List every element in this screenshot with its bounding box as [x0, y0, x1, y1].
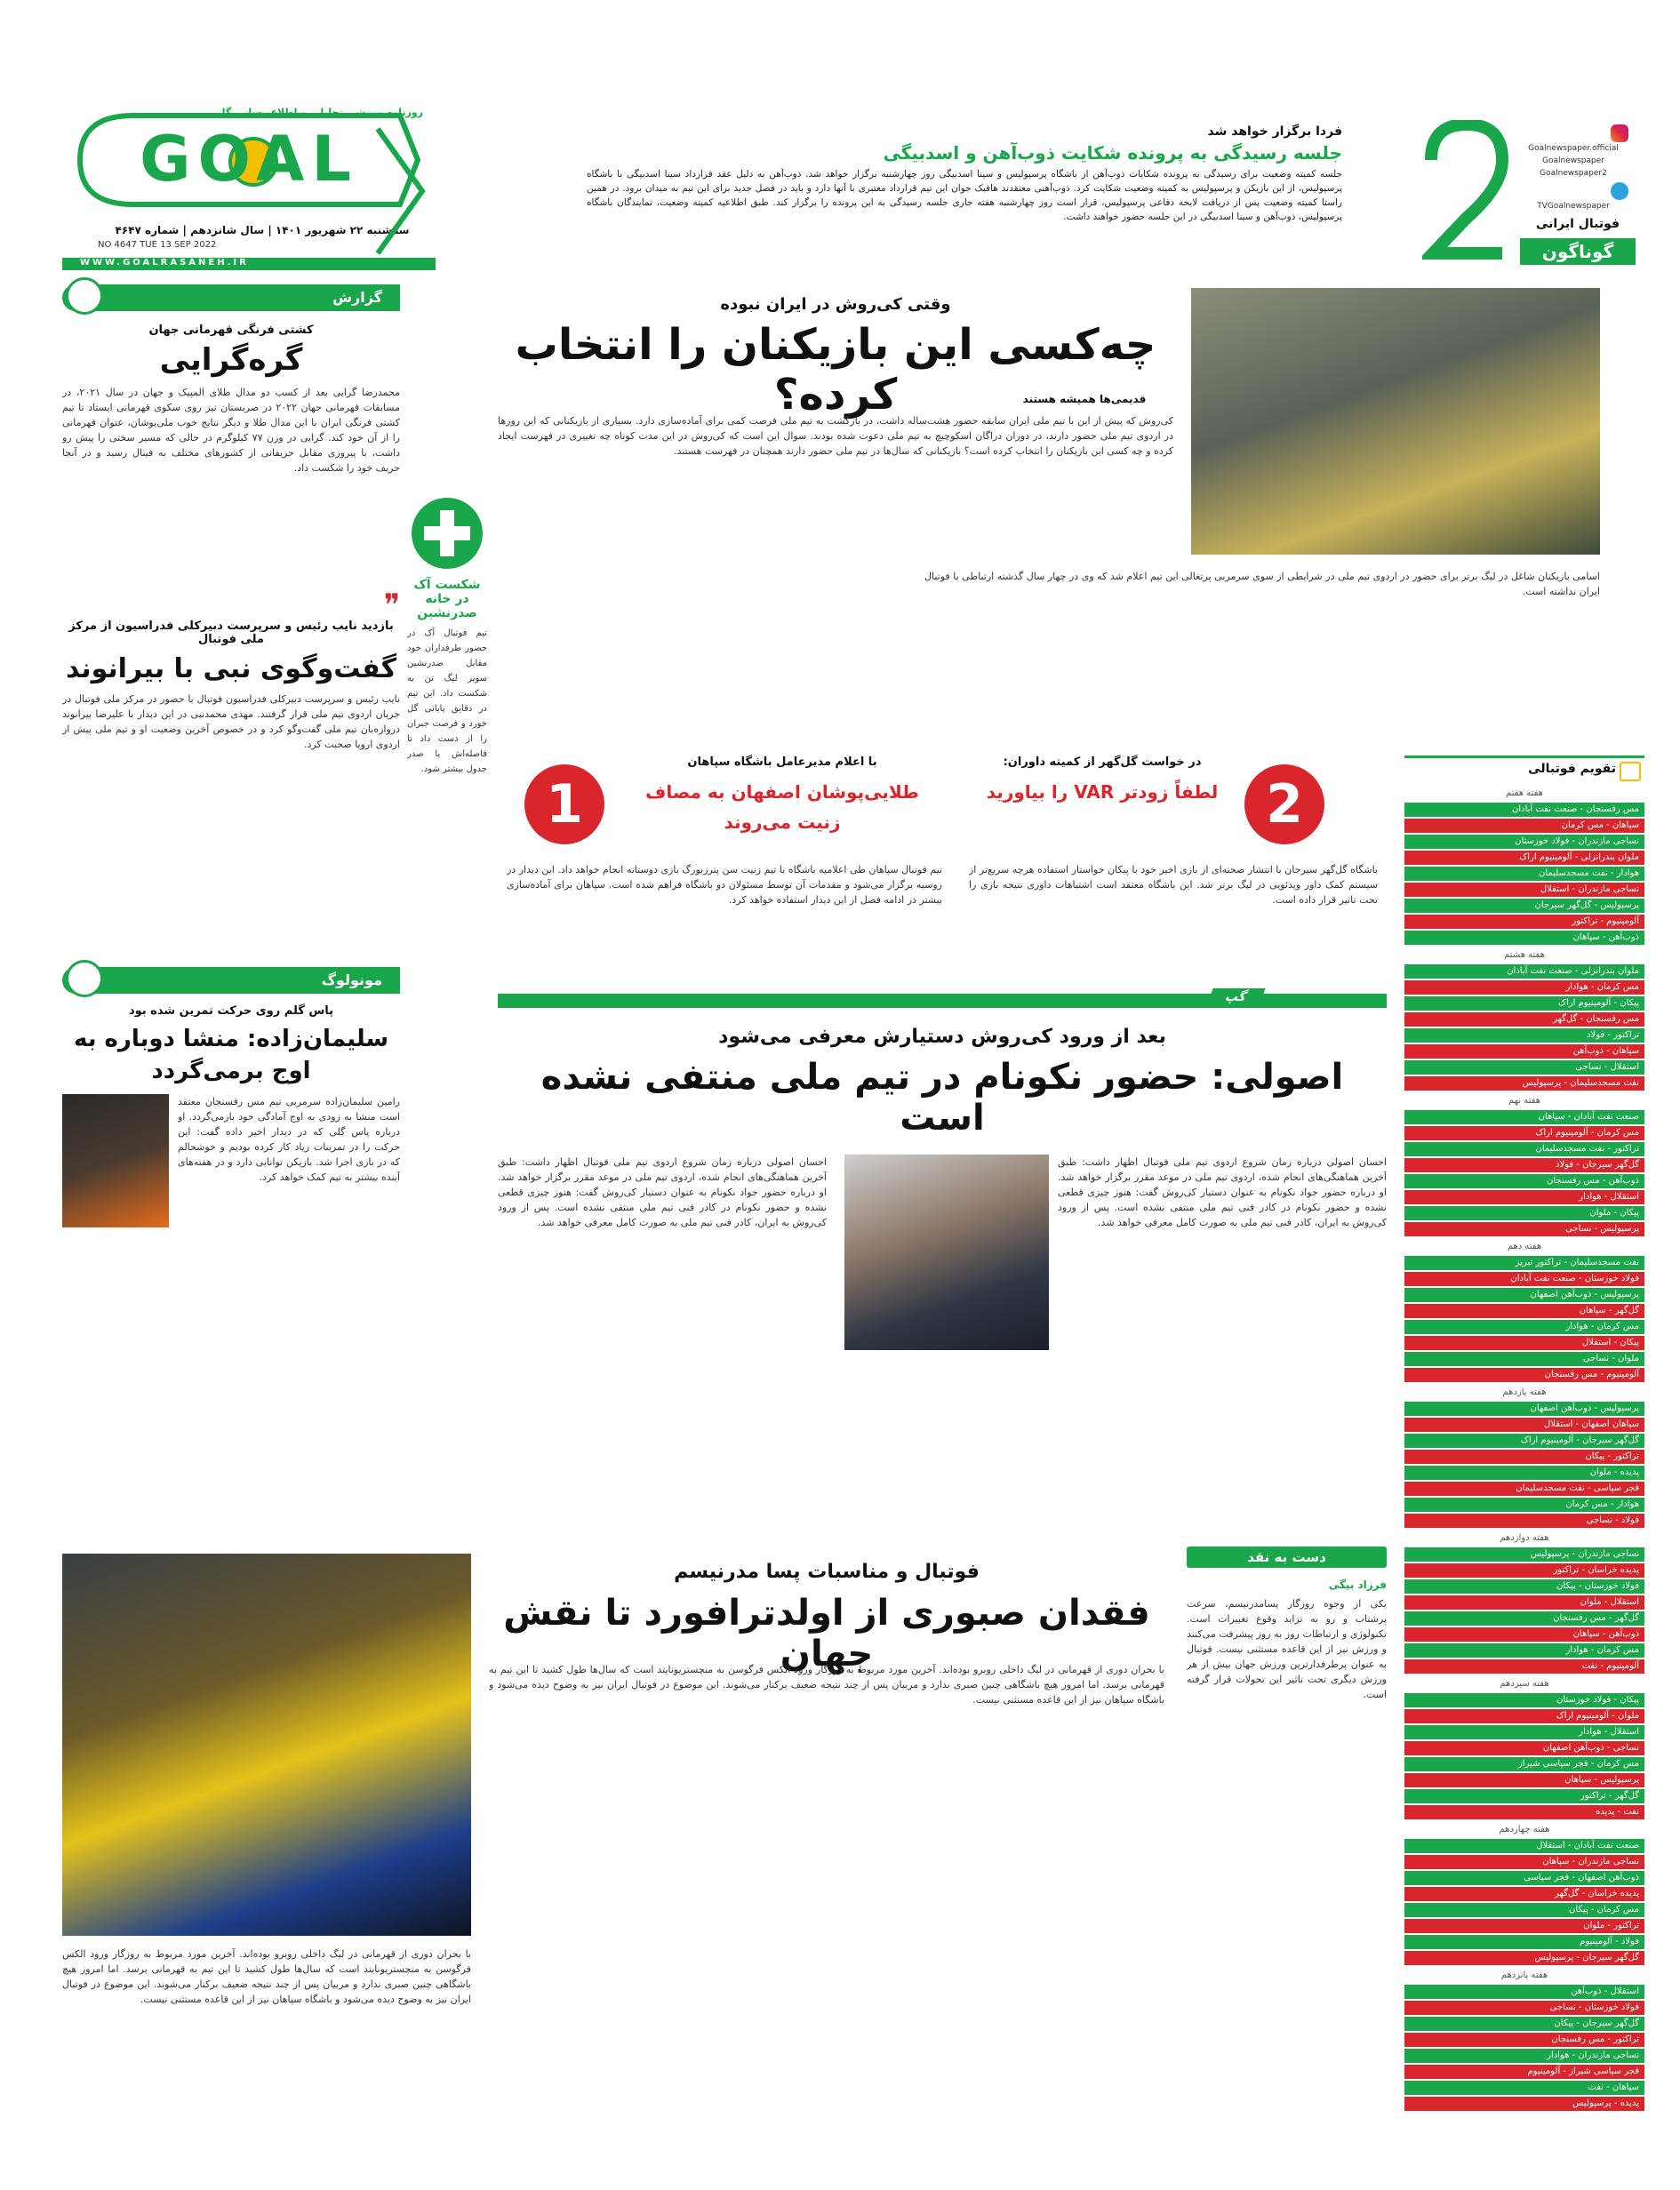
schedule-match: گل‌گهر - سپاهان — [1404, 1304, 1644, 1318]
monologue-label: مونولوگ — [321, 971, 382, 988]
schedule-match: صنعت نفت آبادان - سپاهان — [1404, 1110, 1644, 1124]
schedule-match: تراکتور - مس رفسنجان — [1404, 2033, 1644, 2047]
critique — [1187, 1547, 1387, 2151]
interview-body: نایب رئیس و سرپرست دبیرکلی فدراسیون فوتبال با حضور در مرکز ملی فوتبال در جریان اردوی تیم ملی قرار گرفتند. مهدی محمدنبی در این دیدار با علیرضا بیرانوند دروازه‌بان تیم ملی گفت‌وگو کرد و در خصوص آخرین وضعیت او و تیم ملی پیش از اردوی اروپا صحبت کرد. — [62, 693, 400, 750]
schedule-match: مس کرمان - هوادار — [1404, 980, 1644, 995]
schedule-match: ملوان بندرانزلی - صنعت نفت آبادان — [1404, 964, 1644, 979]
main-caption: اسامی بازیکنان شاغل در لیگ برتر برای حضور در اردوی تیم ملی در شرایطی از سوی سرمربی پرتغالی این تیم اعلام شد که وی در چهار سال گذشته ارتباطی با فوتبال ایران نداشته است. — [924, 571, 1600, 597]
box-right — [960, 747, 1387, 995]
top-news-body: جلسه کمیته وضعیت برای رسیدگی به پرونده شکایات ذوب‌آهن از باشگاه پرسپولیس و سینا اسدبیگی روز چهارشنبه برگزار خواهد شد. ذوب‌آهن به دلیل عقد قرارداد سینا اسدبیگی با باشگاه پرسپولیس، از این بازیکن و پرسپولیس به کمیته وضعیت شکایت کرد. ذوب‌آهنی معتقدند هافبک جوان این تیم قرارداد معتبری با آنها دارد و باید در فصل جدید برای این تیم به میدان برود. در همین راستا کمیته وضعیت پس از دریافت لایحه دفاعی پرسپولیس، قرار است روز چهارشنبه هفته جاری جلسه رسیدگی به این پرونده را برگزار کند. طبق اطلاعیه کمیته وضعیت، نمایندگان باشگاه پرسپولیس، ذوب‌آهن و سینا اسدبیگی در این جلسه حضور خواهند داشت. — [587, 169, 1342, 222]
quote-icon: ❞ — [383, 587, 400, 623]
schedule-week-label: هفته یازدهم — [1502, 1387, 1547, 1397]
schedule-match: مس کرمان - فجر سپاسی شیراز — [1404, 1757, 1644, 1771]
side-ad-body: تیم فوتبال آک در حضور طرفداران خود مقابل صدرنشین سوپر لیگ تن به شکست داد. این تیم در دقایق پایانی گل خورد و فرصت جبران را از دست داد تا فاصله‌اش با صدر جدول بیشتر شود. — [407, 628, 487, 774]
schedule-match: استقلال - هوادار — [1404, 1190, 1644, 1204]
schedule-match: ذوب‌آهن - سپاهان — [1404, 931, 1644, 945]
side-ad-title: شکست آ‌ک در خانه صدرنشین — [413, 578, 481, 620]
social-instagram[interactable]: Goalnewspaper.official — [1528, 144, 1619, 153]
schedule-week-label: هفته پانزدهم — [1500, 1970, 1548, 1980]
schedule-match: سپاهان - ذوب‌آهن — [1404, 1044, 1644, 1059]
schedule-match: فولاد - آلومینیوم — [1404, 1935, 1644, 1949]
bottom-kicker: فوتبال و مناسبات پسا مدرنیسم — [674, 1561, 980, 1583]
search-icon — [66, 277, 103, 315]
schedule-match: تراکتور - پیکان — [1404, 1450, 1644, 1464]
schedule-match: ذوب‌آهن - مس رفسنجان — [1404, 1174, 1644, 1188]
schedule-match: گل‌گهر سیرجان - پیکان — [1404, 2017, 1644, 2031]
bottom-story — [62, 1547, 1173, 2151]
box-left-title: طلایی‌پوشان اصفهان به مصاف زنیت می‌روند — [645, 781, 919, 833]
schedule-week-label: هفته دوازدهم — [1500, 1533, 1549, 1543]
website[interactable]: WWW.GOALRASANEH.IR — [80, 258, 249, 268]
box-right-title: لطفاً زودتر VAR را بیاورید — [986, 781, 1219, 803]
osouli-photo — [844, 1155, 1049, 1350]
schedule-header — [1404, 755, 1644, 783]
schedule-match: پیکان - ملوان — [1404, 1206, 1644, 1220]
soleimanzadeh-photo — [62, 1094, 169, 1227]
schedule-match: پرسپولیس - ذوب‌آهن اصفهان — [1404, 1288, 1644, 1302]
schedule-match: پرسپولیس - نساجی — [1404, 1222, 1644, 1236]
schedule-match: استقلال - ملوان — [1404, 1595, 1644, 1610]
schedule-week-label: هفته دهم — [1507, 1242, 1542, 1251]
schedule-match: پدیده خراسان - گل‌گهر — [1404, 1887, 1644, 1901]
team-training-photo — [1191, 288, 1600, 555]
schedule-match: استقلال - نساجی — [1404, 1060, 1644, 1075]
brand-name: گوناگون — [1520, 238, 1636, 265]
schedule-match: تراکتور - ملوان — [1404, 1919, 1644, 1933]
schedule-match: نفت مسجدسلیمان - پرسپولیس — [1404, 1076, 1644, 1091]
gap-body: احسان اصولی درباره زمان شروع اردوی تیم ملی فوتبال اظهار داشت: طبق آخرین هماهنگی‌های انجام شده، اردوی تیم ملی در موعد مقرر برگزار خواهد شد. او درباره حضور جواد نکونام به عنوان دستیار کی‌روش گفت: هنوز چیزی قطعی نشده و حضور نکونام در کادر فنی تیم ملی منتفی نشده است. پس از ورود کی‌روش به ایران، کادر فنی تیم ملی به صورت کامل معرفی خواهد شد. — [1058, 1156, 1387, 1228]
gap-story — [498, 990, 1387, 1545]
interview-title: گفت‌وگوی نبی با بیرانوند — [65, 653, 397, 684]
schedule-match: هوادار - نفت مسجدسلیمان — [1404, 867, 1644, 881]
monologue-title: سلیمان‌زاده: منشا دوباره به اوج برمی‌گردد — [73, 1026, 389, 1084]
masthead — [0, 0, 1680, 277]
box-left-kicker: با اعلام مدیرعامل باشگاه سپاهان — [687, 755, 877, 769]
plus-icon — [412, 498, 483, 569]
social-handle-1[interactable]: Goalnewspaper — [1542, 156, 1604, 165]
brand-logo-2 — [1422, 120, 1511, 276]
schedule-week-label: هفته هفتم — [1506, 788, 1543, 798]
schedule-match: پرسپولیس - گل‌گهر سیرجان — [1404, 899, 1644, 913]
schedule-match: ذوب‌آهن اصفهان - فجر سپاسی — [1404, 1871, 1644, 1885]
interview-kicker: بازدید نایب رئیس و سرپرست دبیرکلی فدراسیون از مرکز ملی فوتبال — [68, 619, 394, 646]
schedule-match: آلومینیوم - مس رفسنجان — [1404, 1368, 1644, 1382]
top-news-kicker: فردا برگزار خواهد شد — [1207, 124, 1342, 139]
gap-body-col: احسان اصولی درباره زمان شروع اردوی تیم ملی فوتبال اظهار داشت: طبق آخرین هماهنگی‌های انجام شده، اردوی تیم ملی در موعد مقرر برگزار خواهد شد. او درباره حضور جواد نکونام به عنوان دستیار کی‌روش گفت: هنوز چیزی قطعی نشده و حضور نکونام در کادر فنی تیم ملی منتفی نشده است. پس از ورود کی‌روش به ایران، کادر فنی تیم ملی به صورت کامل معرفی خواهد شد. — [498, 1156, 827, 1228]
report-header — [62, 284, 400, 311]
schedule-match: پیکان - آلومینیوم اراک — [1404, 996, 1644, 1011]
gap-label: گپ — [1206, 988, 1265, 1006]
bottom-body-left: با بحران دوری از قهرمانی در لیگ داخلی روبرو بوده‌اند. آخرین مورد مربوط به روزگار ورود الکس فرگوسن به منچستریونایتد است که سال‌ها طول کشید تا این تیم به قهرمانی برسد. اما امروز هیچ باشگاهی چنین صبری ندارد و مربیان پس از چند نتیجه ضعیف برکنار می‌شوند. این موضوع در فوتبال ایران نیز به وضوح دیده می‌شود و باشگاه سپاهان نیز از این قاعده مستثنی نیست. — [62, 1948, 471, 2005]
schedule-title: تقویم فوتبالی — [1528, 762, 1616, 776]
schedule-match: تراکتور - نفت مسجدسلیمان — [1404, 1142, 1644, 1156]
schedule-match: پرسپولیس - ذوب‌آهن اصفهان — [1404, 1402, 1644, 1416]
schedule-match: سپاهان اصفهان - استقلال — [1404, 1418, 1644, 1432]
schedule-match: سپاهان - نفت — [1404, 2081, 1644, 2095]
critique-body: یکی از وجوه روزگار پسامدرنیسم، سرعت پرشتاب و رو به تزاید وقوع تغییرات است. تکنولوژی و ارتباطات روز به روز پیشرفت می‌کنند و ورزش نیز از این قاعده مستثنی نیست. فوتبال به عنوان پرطرفدارترین ورزش جهان بیش از هر ورزش دیگری تحت تاثیر این تحولات قرار گرفته است. — [1187, 1598, 1387, 1700]
schedule-match: پدیده - پرسپولیس — [1404, 2097, 1644, 2111]
bottom-title: فقدان صبوری از اولدترافورد تا نقش جهان — [503, 1593, 1150, 1674]
schedule-match: پیکان - استقلال — [1404, 1336, 1644, 1350]
schedule-match: آلومینیوم - نفت — [1404, 1659, 1644, 1674]
telegram-icon[interactable] — [1611, 182, 1628, 200]
social-handle-2[interactable]: Goalnewspaper2 — [1540, 169, 1607, 178]
report-body: محمدرضا گرایی بعد از کسب دو مدال طلای المپیک و جهان در سال ۲۰۲۱، در مسابقات قهرمانی جهان ۲۰۲۲ در صربستان نیز روی سکوی قهرمانی ایستاد تا تیم کشتی فرنگی ایران با این مدال طلا و دیگر نتایج خوب ملی‌پوشان، عنوان قهرمانی را از آن خود کند. گرایی در وزن ۷۷ کیلوگرم در حالی که مسیر سختی را پیش رو داشت، با پیروزی مقابل حریفانی از کشورهای مختلف به فینال رسید و در آنجا حریف خود را شکست داد. — [62, 387, 400, 474]
schedule-match: گل‌گهر سیرجان - آلومینیوم اراک — [1404, 1434, 1644, 1448]
social-telegram[interactable]: TVGoalnewspaper — [1537, 202, 1610, 211]
number-2-badge: 2 — [1244, 764, 1324, 844]
number-1-badge: 1 — [524, 764, 604, 844]
schedule-match: پرسپولیس - سپاهان — [1404, 1773, 1644, 1787]
instagram-icon[interactable] — [1611, 124, 1628, 142]
monologue-body: رامین سلیمان‌زاده سرمربی تیم مس رفسنجان معتقد است منشا به زودی به اوج آمادگی خود بازمی‌گردد. او درباره پاس گلی که در دیدار اخیر داده گفت: این حرکت را در تمرینات زیاد کار کرده بودیم و خوشحالم که در بازی اجرا شد. بازیکن توانایی دارد و در هفته‌های آینده بیشتر به تیم کمک خواهد کرد. — [178, 1096, 400, 1183]
box-right-kicker: در خواست گل‌گهر از کمیته داوران: — [1003, 755, 1202, 769]
schedule-match: نساجی مازندران - فولاد خوزستان — [1404, 835, 1644, 849]
schedule-match: ذوب‌آهن - سپاهان — [1404, 1627, 1644, 1642]
schedule-match: نساجی مازندران - هوادار — [1404, 2049, 1644, 2063]
schedule-match: فولاد خوزستان - پیکان — [1404, 1579, 1644, 1594]
main-title: چه‌کسی این بازیکنان را انتخاب کرده؟ — [515, 320, 1156, 420]
schedule-match: ملوان بندرانزلی - آلومینیوم اراک — [1404, 851, 1644, 865]
schedule — [1404, 755, 1644, 2169]
top-news — [480, 124, 1369, 267]
schedule-match: سپاهان - مس کرمان — [1404, 819, 1644, 833]
schedule-week-label: هفته هشتم — [1504, 950, 1545, 960]
schedule-match: گل‌گهر - مس رفسنجان — [1404, 1611, 1644, 1626]
website-bar — [62, 258, 436, 270]
schedule-match: پدیده - ملوان — [1404, 1466, 1644, 1480]
date-english: NO 4647 TUE 13 SEP 2022 — [98, 240, 217, 250]
schedule-weeks — [1404, 787, 1644, 2111]
box-left — [498, 747, 951, 995]
schedule-match: فجر سپاسی شیراز - آلومینیوم — [1404, 2065, 1644, 2079]
logo-text: GOAL — [140, 123, 358, 196]
schedule-match: گل‌گهر - تراکتور — [1404, 1789, 1644, 1803]
gap-header — [498, 990, 1387, 1008]
schedule-match: مس کرمان - آلومینیوم اراک — [1404, 1126, 1644, 1140]
report-kicker: کشتی فرنگی قهرمانی جهان — [148, 324, 314, 337]
report-label: گزارش — [332, 289, 382, 306]
schedule-match: استقلال - هوادار — [1404, 1725, 1644, 1739]
schedule-match: ملوان - نساجی — [1404, 1352, 1644, 1366]
left-column — [62, 284, 400, 1458]
schedule-match: ملوان - آلومینیوم اراک — [1404, 1709, 1644, 1723]
schedule-match: مس کرمان - هوادار — [1404, 1643, 1644, 1658]
schedule-match: گل‌گهر سیرجان - پرسپولیس — [1404, 1951, 1644, 1965]
schedule-match: نساجی مازندران - سپاهان — [1404, 1855, 1644, 1869]
schedule-match: فولاد خوزستان - نساجی — [1404, 2001, 1644, 2015]
gap-title: اصولی: حضور نکونام در تیم ملی منتفی نشده است — [540, 1057, 1344, 1139]
schedule-match: آلومینیوم - تراکتور — [1404, 915, 1644, 929]
schedule-match: صنعت نفت آبادان - استقلال — [1404, 1839, 1644, 1853]
top-news-arrow — [373, 124, 427, 258]
gap-kicker: بعد از ورود کی‌روش دستیارش معرفی می‌شود — [718, 1026, 1166, 1048]
critique-author: فرزاد بیگی — [1328, 1579, 1387, 1591]
main-body: کی‌روش که پیش از این با تیم ملی ایران سابقه حضور هشت‌ساله داشت، در بازگشت به تیم ملی فرصت کمی برای آماده‌سازی دارد. بسیاری از بازیکنانی که این روزها در اردوی تیم ملی حضور دارند، در دوران دراگان اسکوچیچ به تیم ملی دعوت شده بودند. سوال این است که کی‌روش در این مدت کوتاه چه تغییری در فهرست ایجاد کرده و چه کسی این بازیکنان را انتخاب کرده است؟ بازیکنانی که سال‌ها در تیم ملی حضور دارند همچنان در فهرست هستند. — [498, 415, 1173, 457]
ear-icon — [66, 960, 103, 997]
schedule-match: فولاد خوزستان - صنعت نفت آبادان — [1404, 1272, 1644, 1286]
box-left-body: تیم فوتبال سپاهان طی اعلامیه باشگاه با تیم زنیت سن پترزبورگ بازی دوستانه انجام خواهد داد. این دیدار در روسیه برگزار می‌شود و مقدمات آن توسط مسئولان دو باشگاه فراهم شده است. سپاهان برای آماده‌سازی بیشتر در ادامه فصل از این دیدار استفاده خواهد کرد. — [507, 864, 942, 906]
schedule-match: مس رفسنجان - گل‌گهر — [1404, 1012, 1644, 1027]
schedule-match: مس کرمان - هوادار — [1404, 1320, 1644, 1334]
sepahan-match-photo — [62, 1554, 471, 1936]
schedule-match: نفت - پدیده — [1404, 1805, 1644, 1819]
schedule-match: نساجی مازندران - استقلال — [1404, 883, 1644, 897]
schedule-match: هوادار - مس کرمان — [1404, 1498, 1644, 1512]
schedule-match: تراکتور - فولاد — [1404, 1028, 1644, 1043]
schedule-match: فجر سپاسی - نفت مسجدسلیمان — [1404, 1482, 1644, 1496]
monologue-kicker: پاس گلم روی حرکت تمرین شده بود — [128, 1004, 334, 1018]
bottom-body: با بحران دوری از قهرمانی در لیگ داخلی روبرو بوده‌اند. آخرین مورد مربوط به روزگار ورود الکس فرگوسن به منچستریونایتد است که سال‌ها طول کشید تا این تیم به قهرمانی برسد. اما امروز هیچ باشگاهی چنین صبری ندارد و مربیان پس از چند نتیجه ضعیف برکنار می‌شوند. این موضوع در فوتبال ایران نیز به وضوح دیده می‌شود و باشگاه سپاهان نیز از این قاعده مستثنی نیست. — [489, 1664, 1164, 1706]
schedule-match: مس رفسنجان - صنعت نفت آبادان — [1404, 803, 1644, 817]
brand-sub: فوتبال ایرانی — [1535, 217, 1620, 231]
tagline: روزنامه ورزشی تحلیلی و اطلاع رسانی گل — [217, 107, 423, 118]
schedule-week-label: هفته نهم — [1508, 1096, 1540, 1106]
calendar-icon — [1620, 762, 1641, 781]
side-ad — [407, 498, 487, 960]
schedule-match: نساجی - ذوب‌آهن اصفهان — [1404, 1741, 1644, 1755]
schedule-match: استقلال - ذوب‌آهن — [1404, 1985, 1644, 1999]
schedule-match: پیکان - فولاد خوزستان — [1404, 1693, 1644, 1707]
monologue-header — [62, 967, 400, 994]
top-news-title: جلسه رسیدگی به پرونده شکایت ذوب‌آهن و اسدبیگی — [883, 142, 1342, 164]
schedule-week-label: هفته سیزدهم — [1500, 1679, 1549, 1689]
main-kicker: وقتی کی‌روش در ایران نبوده — [720, 295, 951, 314]
main-sub: قدیمی‌ها همیشه هستند — [1022, 393, 1147, 405]
main-story — [498, 284, 1653, 747]
schedule-match: پدیده خراسان - تراکتور — [1404, 1563, 1644, 1578]
report-title: گره‌گرایی — [159, 342, 303, 378]
schedule-match: گل‌گهر سیرجان - فولاد — [1404, 1158, 1644, 1172]
date-line: سه‌شنبه ۲۲ شهریور ۱۴۰۱ | سال شانزدهم | شماره ۴۶۴۷ — [115, 224, 410, 236]
schedule-match: مس کرمان - پیکان — [1404, 1903, 1644, 1917]
schedule-match: نفت مسجدسلیمان - تراکتور تبریز — [1404, 1256, 1644, 1270]
box-right-body: باشگاه گل‌گهر سیرجان با انتشار صحنه‌ای از بازی اخیر خود با پیکان خواستار استفاده هرچه سریع‌تر از سیستم کمک داور ویدئویی در لیگ برتر شد. این باشگاه معتقد است اشتباهات داوری نتیجه بازی را تحت تاثیر قرار داده است. — [969, 864, 1378, 906]
schedule-match: فولاد - نساجی — [1404, 1514, 1644, 1528]
critique-label: دست به نقد — [1187, 1547, 1387, 1568]
schedule-match: نساجی مازندران - پرسپولیس — [1404, 1547, 1644, 1562]
schedule-week-label: هفته چهاردهم — [1499, 1825, 1550, 1834]
